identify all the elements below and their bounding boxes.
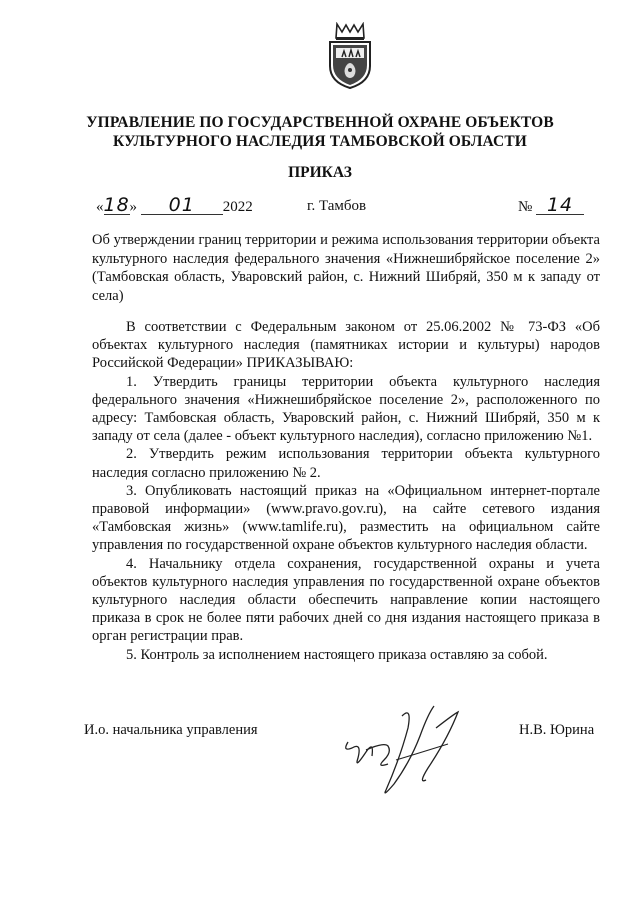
- date-year: 2022: [222, 199, 253, 215]
- document-number: [518, 196, 584, 216]
- order-item-2: 2. Утвердить режим использования территории объекта культурного наследия согласно приложению № 2.: [92, 446, 600, 481]
- document-subject: Об утверждении границ территории и режима использования территории объекта культурного наследия федерального значения «Нижнешибряйское поселение 2» (Тамбовская область, Уваровский район, с. Нижний Шибряй, 350 м к западу от села): [92, 232, 600, 304]
- document-city: г. Тамбов: [307, 198, 367, 214]
- date-month: 01: [141, 196, 223, 215]
- document-type-title: ПРИКАЗ: [288, 164, 352, 181]
- document-body: [92, 318, 600, 664]
- signatory-position: И.о. начальника управления: [84, 722, 258, 738]
- signatory-name: Н.В. Юрина: [519, 722, 595, 738]
- order-item-3: 3. Опубликовать настоящий приказ на «Официальном интернет-портале правовой информации» (www.pravo.gov.ru), на сайте сетевого издания «Тамбовская жизнь» (www.tamlife.ru), разместить на официальном сайте управления по государственной охране объектов культурного наследия области.: [92, 482, 600, 554]
- handwritten-signature: [336, 698, 486, 798]
- number-label: №: [518, 199, 533, 215]
- order-item-5: 5. Контроль за исполнением настоящего приказа оставляю за собой.: [126, 646, 548, 663]
- order-item-4: 4. Начальнику отдела сохранения, государственной охраны и учета объектов культурного наследия управления по государственной охране объектов культурного наследия области обеспечить направление копии настоящего приказа в срок не более пяти рабочих дней со дня издания настоящего приказа в орган регистрации прав.: [92, 555, 600, 645]
- date-quote-close: »: [129, 199, 137, 215]
- preamble-paragraph: В соответствии с Федеральным законом от 25.06.2002 № 73-ФЗ «Об объектах культурного наследия (памятниках истории и культуры) народов Российской Федерации» ПРИКАЗЫВАЮ:: [92, 319, 600, 372]
- date-day: 18: [103, 194, 130, 216]
- organization-name-line2: КУЛЬТУРНОГО НАСЛЕДИЯ ТАМБОВСКОЙ ОБЛАСТИ: [113, 133, 527, 150]
- number-value: 14: [536, 196, 584, 215]
- document-date: [96, 196, 253, 216]
- order-item-1: 1. Утвердить границы территории объекта культурного наследия федерального значения «Нижнешибряйское поселение 2», расположенного по адресу: Тамбовская область, Уваровский район, с. Нижний Шибряй, 350 м к западу от села (далее - объект культурного наследия), согласно приложению №1.: [92, 373, 600, 445]
- date-quote-open: «: [96, 199, 104, 215]
- tambov-region-coat-of-arms-icon: [326, 22, 374, 90]
- organization-name-line1: УПРАВЛЕНИЕ ПО ГОСУДАРСТВЕННОЙ ОХРАНЕ ОБЪЕКТОВ: [86, 114, 554, 131]
